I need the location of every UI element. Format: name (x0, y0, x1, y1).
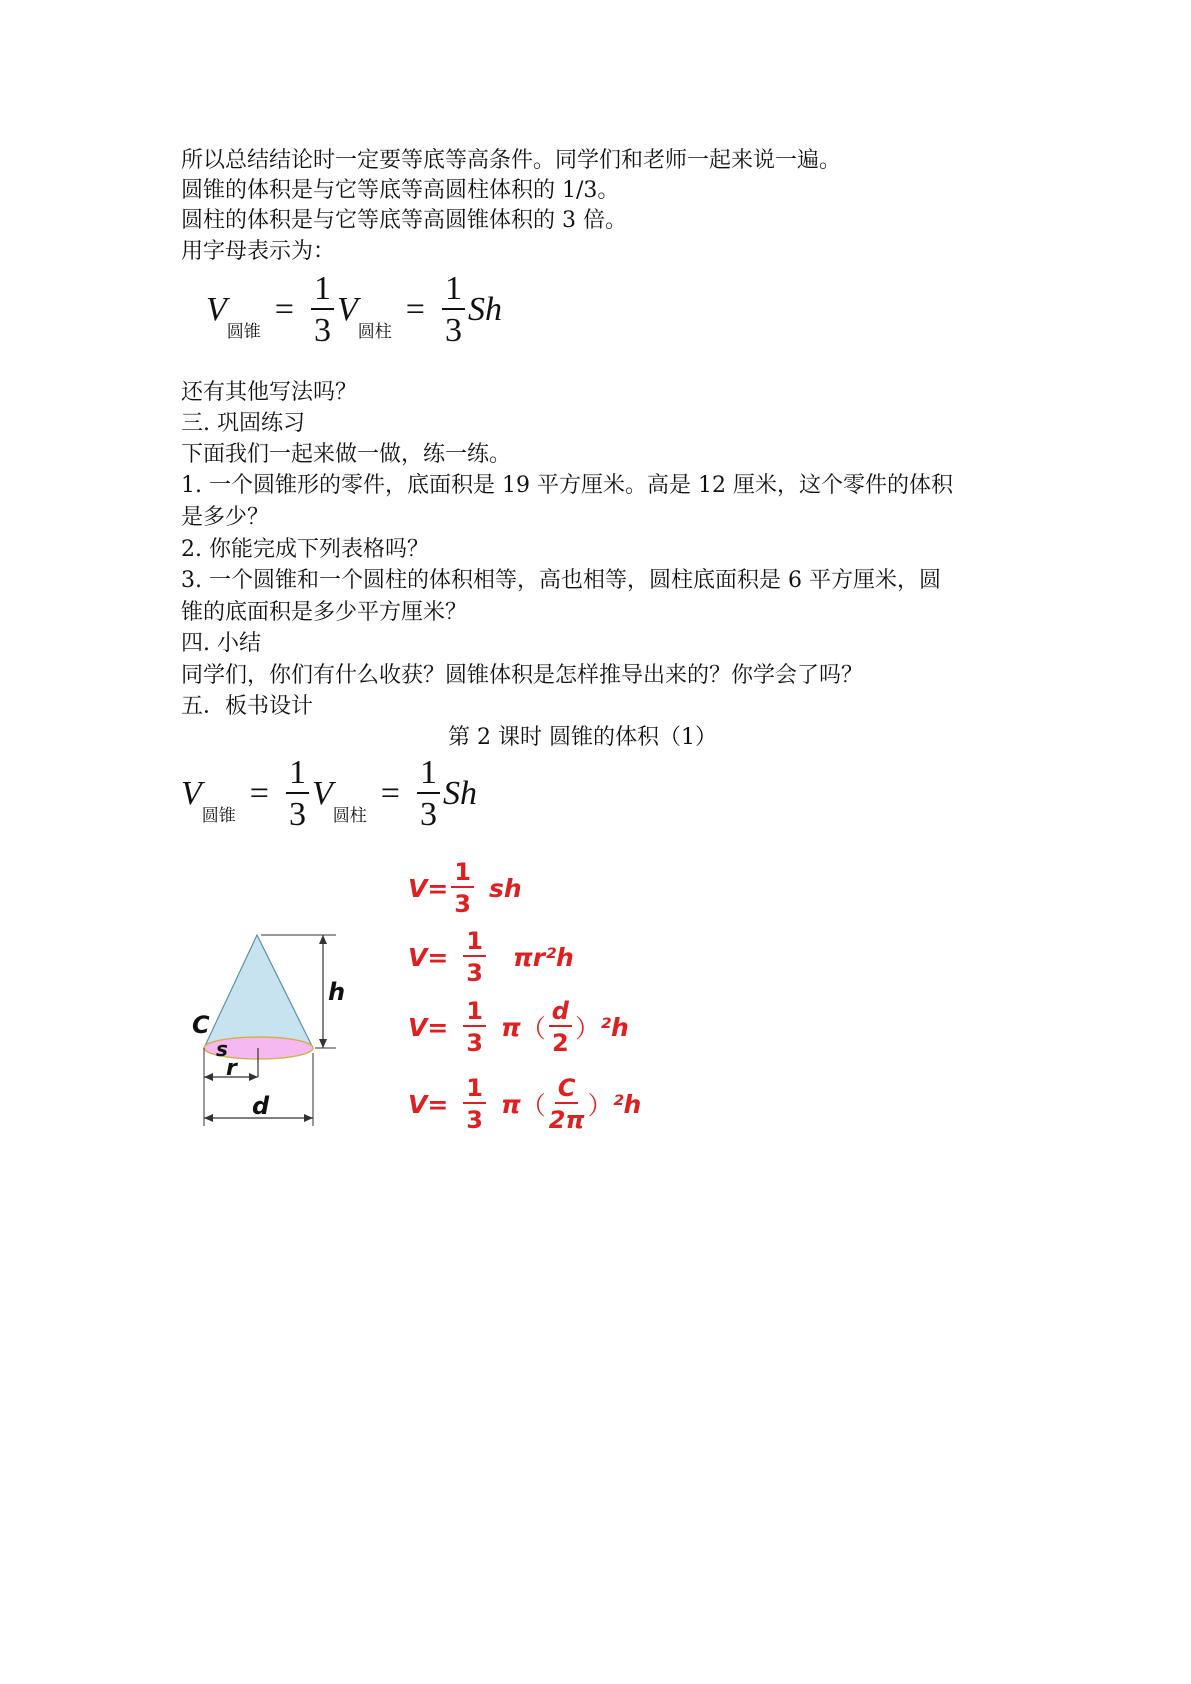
label-c: C (192, 1011, 210, 1039)
numerator: 1 (451, 860, 474, 888)
red-formula-circumference (408, 1076, 641, 1132)
exercise-3-line-1: 3. 一个圆锥和一个圆柱的体积相等，高也相等，圆柱底面积是 6 平方厘米，圆 (181, 568, 941, 593)
volume-formula-1 (206, 272, 502, 348)
label-s: s (216, 1037, 228, 1061)
numerator: 1 (463, 1076, 486, 1104)
sh-term: sh (489, 873, 522, 903)
right-paren: ） (587, 1091, 613, 1120)
equals-sign: = (274, 291, 294, 328)
fraction-one-third (442, 272, 465, 348)
section-heading-board: 五．板书设计 (181, 694, 314, 719)
sh-term: Sh (467, 291, 502, 328)
cone-diagram (180, 925, 370, 1140)
squared-h: ²h (600, 1012, 629, 1042)
label-d: d (252, 1092, 270, 1120)
fraction-one-third (417, 756, 440, 832)
right-paren: ） (574, 1014, 600, 1043)
text-line-5: 还有其他写法吗？ (181, 380, 358, 405)
fraction-one-third (463, 1076, 486, 1132)
denominator: 3 (466, 1106, 483, 1134)
numerator: 1 (442, 272, 465, 310)
numerator: 1 (463, 999, 486, 1027)
v-symbol: V (311, 775, 333, 812)
v-equals: V= (408, 1012, 449, 1042)
denominator: 2 (552, 1029, 569, 1057)
pi-symbol: π (501, 1012, 521, 1042)
v-equals: V= (408, 873, 449, 903)
denominator: 3 (313, 312, 331, 349)
red-formula-diameter (408, 999, 629, 1055)
fraction-d-over-2 (549, 999, 572, 1055)
left-paren: （ (520, 1091, 546, 1120)
denominator: 3 (288, 796, 306, 833)
fraction-c-over-2pi (549, 1076, 585, 1132)
arrow-right-icon (249, 1073, 258, 1081)
text-line-3: 圆柱的体积是与它等底等高圆锥体积的 3 倍。 (181, 208, 627, 233)
label-r: r (226, 1056, 237, 1081)
section-heading-practice: 三. 巩固练习 (181, 411, 305, 436)
subscript-cylinder: 圆柱 (357, 322, 392, 342)
left-paren: （ (520, 1014, 546, 1043)
exercise-1-line-2: 是多少？ (181, 505, 270, 530)
denominator: 3 (466, 959, 483, 987)
denominator: 3 (419, 796, 437, 833)
exercise-1-line-1: 1. 一个圆锥形的零件，底面积是 19 平方厘米。高是 12 厘米，这个零件的体积 (181, 473, 953, 498)
squared-h: ²h (612, 1089, 642, 1119)
board-title: 第 2 课时 圆锥的体积（1） (448, 725, 717, 750)
numerator: d (549, 999, 572, 1027)
v-equals: V= (408, 1089, 449, 1119)
fraction-one-third (311, 272, 334, 348)
arrow-up-icon (319, 935, 327, 944)
v-symbol: V (336, 291, 358, 328)
exercise-3-line-2: 锥的底面积是多少平方厘米？ (181, 600, 468, 625)
subscript-cone: 圆锥 (226, 322, 261, 342)
denominator: 3 (466, 1029, 483, 1057)
text-line-6: 下面我们一起来做一做，练一练。 (181, 442, 512, 467)
denominator: 3 (444, 312, 462, 349)
summary-text: 同学们，你们有什么收获？圆锥体积是怎样推导出来的？你学会了吗？ (181, 663, 864, 688)
arrow-down-icon (319, 1039, 327, 1048)
red-formula-pir2h (408, 929, 574, 985)
arrow-left-icon (204, 1073, 213, 1081)
text-line-1: 所以总结结论时一定要等底等高条件。同学们和老师一起来说一遍。 (181, 148, 842, 173)
numerator: 1 (286, 756, 309, 794)
fraction-one-third (463, 929, 486, 985)
numerator: 1 (463, 929, 486, 957)
volume-formula-2 (181, 756, 477, 832)
equals-sign: = (249, 775, 269, 812)
numerator: 1 (311, 272, 334, 310)
sh-term: Sh (442, 775, 477, 812)
label-h: h (328, 978, 346, 1006)
v-equals: V= (408, 942, 449, 972)
v-symbol: V (206, 291, 227, 328)
equals-sign: = (380, 775, 400, 812)
equals-sign: = (405, 291, 425, 328)
cone-body (204, 935, 313, 1048)
subscript-cylinder: 圆柱 (332, 806, 367, 826)
numerator: 1 (417, 756, 440, 794)
pi-symbol: π (501, 1089, 521, 1119)
fraction-one-third (451, 860, 474, 916)
subscript-cone: 圆锥 (201, 806, 236, 826)
pi-r-squared-h: πr²h (513, 942, 574, 972)
text-line-4: 用字母表示为： (181, 239, 336, 264)
red-formula-sh (408, 860, 522, 916)
v-symbol: V (181, 775, 202, 812)
denominator: 2π (548, 1106, 585, 1134)
numerator: C (555, 1076, 579, 1104)
exercise-2: 2. 你能完成下列表格吗？ (181, 537, 429, 562)
fraction-one-third (463, 999, 486, 1055)
text-line-2: 圆锥的体积是与它等底等高圆柱体积的 1/3。 (181, 178, 620, 203)
arrow-right-icon (304, 1114, 313, 1122)
section-heading-summary: 四. 小结 (181, 631, 261, 656)
arrow-left-icon (204, 1114, 213, 1122)
denominator: 3 (454, 890, 471, 918)
fraction-one-third (286, 756, 309, 832)
